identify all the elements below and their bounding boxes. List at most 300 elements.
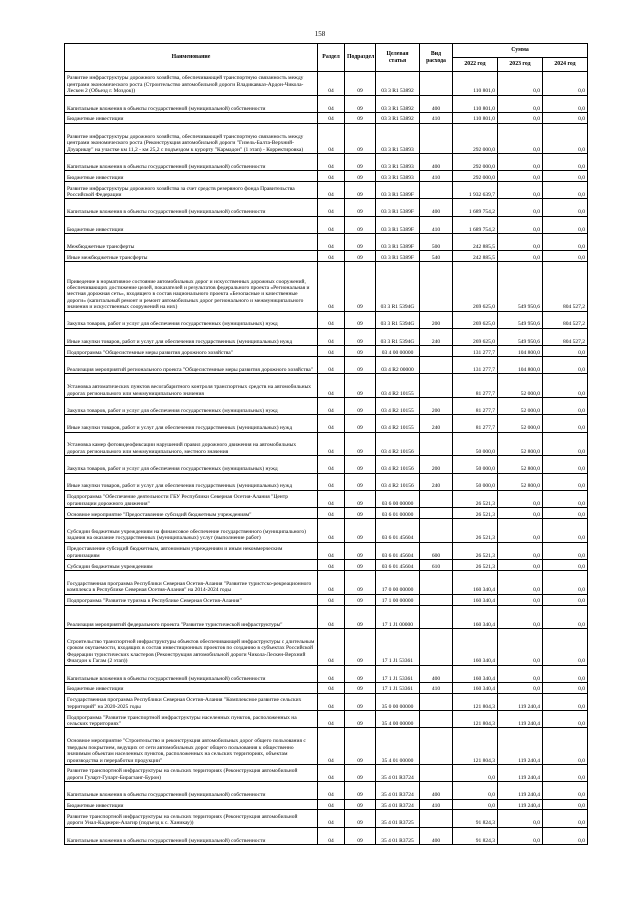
row-sum-2024: 0,0 <box>543 594 588 605</box>
row-vid: 400 <box>420 95 453 112</box>
row-podrazdel: 09 <box>345 456 376 473</box>
row-celevaya: 03 3 R1 5394G <box>376 311 420 328</box>
row-sum-2023: 0,0 <box>498 490 543 507</box>
row-name: Капитальные вложения в объекты государственной (муниципальной) собственности <box>65 782 318 799</box>
table-row <box>65 490 588 507</box>
row-sum-2023: 52 800,0 <box>498 456 543 473</box>
row-sum-2024: 0,0 <box>543 398 588 415</box>
row-podrazdel: 09 <box>345 262 376 311</box>
row-sum-2024: 0,0 <box>543 665 588 682</box>
row-vid <box>420 629 453 666</box>
row-razdel: 04 <box>318 542 345 559</box>
row-sum-2024: 0,0 <box>543 171 588 182</box>
row-sum-2024: 0,0 <box>543 357 588 374</box>
table-row <box>65 415 588 432</box>
row-sum-2022: 292 000,0 <box>453 171 498 182</box>
row-sum-2022: 110 801,0 <box>453 95 498 112</box>
row-name: Строительство транспортной инфраструктуры объектов обеспечивающей инфраструктуры с длительным сроком окупаемости, входящих в состав инвестиционных проектов по созданию в субъектах Российской Федерации туристических кластеров (Реконструкция автомобильной дороги Чикола-Лескен-Верхний Фиагдон к Гагам (2 этап)) <box>65 629 318 666</box>
row-sum-2024: 0,0 <box>543 683 588 694</box>
row-sum-2022: 1 689 754,2 <box>453 216 498 233</box>
row-celevaya: 17 1 J1 53361 <box>376 665 420 682</box>
row-vid <box>420 728 453 765</box>
row-vid: 500 <box>420 234 453 251</box>
row-vid: 610 <box>420 560 453 571</box>
row-podrazdel: 09 <box>345 216 376 233</box>
row-name: Развитие инфраструктуры дорожного хозяйства за счет средств резервного фонда Правительства Российской Федерации <box>65 182 318 199</box>
table-row <box>65 328 588 345</box>
row-sum-2024: 0,0 <box>543 810 588 827</box>
row-vid <box>420 711 453 728</box>
row-celevaya: 03 3 R1 53893 <box>376 153 420 170</box>
row-razdel: 04 <box>318 72 345 96</box>
row-sum-2024: 0,0 <box>543 456 588 473</box>
row-sum-2024: 0,0 <box>543 693 588 710</box>
row-podrazdel: 09 <box>345 182 376 199</box>
row-podrazdel: 09 <box>345 683 376 694</box>
row-vid <box>420 182 453 199</box>
row-podrazdel: 09 <box>345 153 376 170</box>
row-podrazdel: 09 <box>345 432 376 456</box>
row-sum-2022: 26 521,3 <box>453 542 498 559</box>
row-sum-2022: 160 340,4 <box>453 570 498 594</box>
row-sum-2022: 81 277,7 <box>453 398 498 415</box>
row-vid: 240 <box>420 415 453 432</box>
table-row <box>65 560 588 571</box>
row-name: Подпрограмма "Развитие туризма в Республике Северная Осетия-Алания" <box>65 594 318 605</box>
row-vid <box>420 262 453 311</box>
row-celevaya: 17 1 J1 53361 <box>376 683 420 694</box>
table-row <box>65 432 588 456</box>
row-celevaya: 03 4 R2 10156 <box>376 432 420 456</box>
row-podrazdel: 09 <box>345 251 376 262</box>
row-razdel: 04 <box>318 398 345 415</box>
row-name: Иные закупки товаров, работ и услуг для обеспечения государственных (муниципальных) нужд <box>65 473 318 490</box>
row-sum-2023: 0,0 <box>498 629 543 666</box>
table-row <box>65 216 588 233</box>
row-celevaya: 03 4 R2 10155 <box>376 374 420 398</box>
row-name: Развитие инфраструктуры дорожного хозяйства, обеспечивающей транспортную связанность между центрами экономического роста (Строительство автомобильной дороги Владикавказ-Ардон-Чикола- Лескен 2 (Объезд г. Моздок)) <box>65 72 318 96</box>
row-vid: 400 <box>420 665 453 682</box>
row-sum-2023: 0,0 <box>498 542 543 559</box>
row-sum-2023: 0,0 <box>498 251 543 262</box>
row-podrazdel: 09 <box>345 398 376 415</box>
row-razdel: 04 <box>318 810 345 827</box>
row-podrazdel: 09 <box>345 782 376 799</box>
row-sum-2023: 0,0 <box>498 519 543 543</box>
row-name: Капитальные вложения в объекты государственной (муниципальной) собственности <box>65 665 318 682</box>
row-name: Установка автоматических пунктов весогабаритного контроля транспортных средств на автомобильных дорогах регионального или межмуниципального значения <box>65 374 318 398</box>
row-name: Основное мероприятие "Предоставление субсидий бюджетным учреждениям" <box>65 508 318 519</box>
row-name: Реализация мероприятий федерального проекта "Развитие туристической инфраструктуры" <box>65 605 318 629</box>
table-row <box>65 374 588 398</box>
table-row <box>65 711 588 728</box>
row-podrazdel: 09 <box>345 415 376 432</box>
row-name: Установка камер фотовидеофиксации нарушений правил дорожного движения на автомобильных дорогах регионального или межмуниципального, местного значения <box>65 432 318 456</box>
row-sum-2022: 81 277,7 <box>453 415 498 432</box>
table-row <box>65 473 588 490</box>
table-row <box>65 182 588 199</box>
row-podrazdel: 09 <box>345 490 376 507</box>
row-razdel: 04 <box>318 415 345 432</box>
row-name: Развитие транспортной инфраструктуры на сельских территориях (Реконструкция автомобильной дороги Гуларт-Гуларт-Бирагзанг-Бурон) <box>65 764 318 781</box>
row-podrazdel: 09 <box>345 374 376 398</box>
row-celevaya: 03 3 R1 53892 <box>376 112 420 123</box>
row-sum-2022: 81 277,7 <box>453 374 498 398</box>
row-vid: 200 <box>420 398 453 415</box>
row-sum-2023: 0,0 <box>498 665 543 682</box>
row-sum-2023: 0,0 <box>498 72 543 96</box>
row-podrazdel: 09 <box>345 665 376 682</box>
table-row <box>65 605 588 629</box>
table-row <box>65 764 588 781</box>
row-sum-2024: 0,0 <box>543 764 588 781</box>
row-vid <box>420 374 453 398</box>
row-sum-2023: 0,0 <box>498 827 543 844</box>
row-razdel: 04 <box>318 508 345 519</box>
row-name: Основное мероприятие "Строительство и реконструкция автомобильных дорог общего пользования с твердым покрытием, ведущих от сети автомобильных дорог общего пользования к общественно значимым объектам населенных пунктов, расположенных на сельских территориях, объектам производства и переработки продукции" <box>65 728 318 765</box>
row-razdel: 04 <box>318 799 345 810</box>
row-razdel: 04 <box>318 490 345 507</box>
row-sum-2024: 0,0 <box>543 519 588 543</box>
row-name: Межбюджетные трансферты <box>65 234 318 251</box>
table-row <box>65 311 588 328</box>
row-name: Подпрограмма "Обеспечение деятельности ГБУ Республики Северная Осетия-Алания "Центр организации дорожного движения" <box>65 490 318 507</box>
header-razdel: Раздел <box>318 44 345 72</box>
row-razdel: 04 <box>318 693 345 710</box>
row-podrazdel: 09 <box>345 728 376 765</box>
row-sum-2024: 0,0 <box>543 72 588 96</box>
row-celevaya: 03 4 R2 10155 <box>376 398 420 415</box>
row-sum-2023: 0,0 <box>498 95 543 112</box>
row-sum-2024: 0,0 <box>543 432 588 456</box>
row-sum-2024: 0,0 <box>543 216 588 233</box>
row-sum-2024: 0,0 <box>543 629 588 666</box>
row-sum-2023: 0,0 <box>498 199 543 216</box>
row-name: Бюджетные инвестиции <box>65 799 318 810</box>
row-sum-2022: 0,0 <box>453 764 498 781</box>
row-podrazdel: 09 <box>345 799 376 810</box>
row-name: Бюджетные инвестиции <box>65 171 318 182</box>
row-razdel: 04 <box>318 123 345 153</box>
row-sum-2023: 119 240,4 <box>498 782 543 799</box>
row-sum-2022: 160 340,4 <box>453 665 498 682</box>
row-vid: 410 <box>420 216 453 233</box>
row-sum-2023: 119 240,4 <box>498 711 543 728</box>
table-row <box>65 570 588 594</box>
row-sum-2024: 0,0 <box>543 182 588 199</box>
row-sum-2024: 0,0 <box>543 782 588 799</box>
row-sum-2023: 0,0 <box>498 810 543 827</box>
table-row <box>65 123 588 153</box>
table-body <box>65 72 588 845</box>
row-vid <box>420 570 453 594</box>
row-razdel: 04 <box>318 171 345 182</box>
row-podrazdel: 09 <box>345 560 376 571</box>
table-row <box>65 728 588 765</box>
row-vid: 410 <box>420 799 453 810</box>
row-sum-2024: 0,0 <box>543 112 588 123</box>
row-sum-2024: 0,0 <box>543 199 588 216</box>
row-name: Приведение в нормативное состояние автомобильных дорог и искусственных дорожных сооружений, обеспечивающих достижение целей, показателей и результатов федерального проекта «Региональная и местная дорожная сеть», входящего в состав национального проекта «Безопасные и качественные дороги» (капитальный ремонт и ремонт автомобильных дорог регионального и межмуниципального значения и искусственных сооружений на них) <box>65 262 318 311</box>
row-sum-2024: 0,0 <box>543 560 588 571</box>
row-podrazdel: 09 <box>345 171 376 182</box>
row-razdel: 04 <box>318 456 345 473</box>
header-year-2024: 2024 год <box>543 58 588 72</box>
table-row <box>65 112 588 123</box>
table-row <box>65 456 588 473</box>
row-sum-2024: 0,0 <box>543 123 588 153</box>
row-celevaya: 17 1 00 00000 <box>376 594 420 605</box>
table-row <box>65 542 588 559</box>
row-podrazdel: 09 <box>345 810 376 827</box>
table-row <box>65 827 588 844</box>
row-sum-2022: 242 885,5 <box>453 234 498 251</box>
row-razdel: 04 <box>318 665 345 682</box>
row-sum-2022: 131 277,7 <box>453 357 498 374</box>
row-vid <box>420 508 453 519</box>
row-vid: 400 <box>420 199 453 216</box>
table-row <box>65 262 588 311</box>
row-name: Закупка товаров, работ и услуг для обеспечения государственных (муниципальных) нужд <box>65 311 318 328</box>
row-name: Иные межбюджетные трансферты <box>65 251 318 262</box>
row-name: Развитие транспортной инфраструктуры на сельских территориях (Реконструкция автомобильной дороги Унал-Каджери-Алагир (подъезд к с. Ханикау)) <box>65 810 318 827</box>
row-sum-2023: 549 950,6 <box>498 328 543 345</box>
row-sum-2023: 0,0 <box>498 182 543 199</box>
row-name: Бюджетные инвестиции <box>65 683 318 694</box>
row-sum-2022: 121 804,3 <box>453 711 498 728</box>
table-row <box>65 799 588 810</box>
table-row <box>65 519 588 543</box>
row-celevaya: 35 4 01 00000 <box>376 728 420 765</box>
row-name: Иные закупки товаров, работ и услуг для обеспечения государственных (муниципальных) нужд <box>65 328 318 345</box>
table-row <box>65 782 588 799</box>
row-name: Капитальные вложения в объекты государственной (муниципальной) собственности <box>65 153 318 170</box>
row-podrazdel: 09 <box>345 473 376 490</box>
row-sum-2022: 121 804,3 <box>453 728 498 765</box>
table-row <box>65 346 588 357</box>
row-sum-2022: 1 689 754,2 <box>453 199 498 216</box>
row-sum-2023: 0,0 <box>498 508 543 519</box>
row-podrazdel: 09 <box>345 199 376 216</box>
table-row <box>65 693 588 710</box>
row-sum-2022: 131 277,7 <box>453 346 498 357</box>
row-vid <box>420 432 453 456</box>
row-razdel: 04 <box>318 560 345 571</box>
row-sum-2022: 292 000,0 <box>453 153 498 170</box>
row-name: Капитальные вложения в объекты государственной (муниципальной) собственности <box>65 827 318 844</box>
row-sum-2024: 0,0 <box>543 374 588 398</box>
row-sum-2023: 0,0 <box>498 216 543 233</box>
row-sum-2024: 0,0 <box>543 415 588 432</box>
row-sum-2022: 160 340,4 <box>453 629 498 666</box>
row-sum-2022: 292 000,0 <box>453 123 498 153</box>
row-vid: 410 <box>420 171 453 182</box>
row-podrazdel: 09 <box>345 594 376 605</box>
row-name: Капитальные вложения в объекты государственной (муниципальной) собственности <box>65 199 318 216</box>
row-sum-2022: 50 000,0 <box>453 473 498 490</box>
row-sum-2023: 52 000,0 <box>498 398 543 415</box>
table-row <box>65 810 588 827</box>
row-sum-2023: 549 950,6 <box>498 311 543 328</box>
row-celevaya: 03 4 R2 10155 <box>376 415 420 432</box>
row-razdel: 04 <box>318 782 345 799</box>
row-razdel: 04 <box>318 182 345 199</box>
row-celevaya: 03 6 01 45604 <box>376 542 420 559</box>
row-sum-2023: 52 000,0 <box>498 374 543 398</box>
row-podrazdel: 09 <box>345 764 376 781</box>
row-razdel: 04 <box>318 199 345 216</box>
row-podrazdel: 09 <box>345 693 376 710</box>
row-celevaya: 03 3 R1 5389F <box>376 216 420 233</box>
budget-table <box>64 43 588 845</box>
row-vid <box>420 594 453 605</box>
row-sum-2024: 804 527,2 <box>543 311 588 328</box>
row-sum-2024: 0,0 <box>543 95 588 112</box>
row-name: Подпрограмма "Развитие транспортной инфраструктуры населенных пунктов, расположенных на сельских территориях" <box>65 711 318 728</box>
row-razdel: 04 <box>318 357 345 374</box>
row-razdel: 04 <box>318 432 345 456</box>
header-vid: Вид расхода <box>420 44 453 72</box>
row-celevaya: 17 0 00 00000 <box>376 570 420 594</box>
row-name: Иные закупки товаров, работ и услуг для обеспечения государственных (муниципальных) нужд <box>65 415 318 432</box>
row-sum-2023: 52 000,0 <box>498 415 543 432</box>
row-vid: 400 <box>420 782 453 799</box>
row-celevaya: 35 4 01 R3725 <box>376 810 420 827</box>
table-row <box>65 72 588 96</box>
row-celevaya: 03 6 01 00000 <box>376 508 420 519</box>
row-sum-2024: 0,0 <box>543 542 588 559</box>
row-name: Закупка товаров, работ и услуг для обеспечения государственных (муниципальных) нужд <box>65 398 318 415</box>
row-razdel: 04 <box>318 827 345 844</box>
row-razdel: 04 <box>318 216 345 233</box>
row-name: Государственная программа Республики Северная Осетия-Алания "Развитие туристско-рекреационного комплекса в Республике Северная Осетия-Алания" на 2014-2024 годы <box>65 570 318 594</box>
table-row <box>65 234 588 251</box>
row-podrazdel: 09 <box>345 542 376 559</box>
row-sum-2022: 160 340,4 <box>453 683 498 694</box>
row-razdel: 04 <box>318 764 345 781</box>
row-vid <box>420 357 453 374</box>
row-razdel: 04 <box>318 570 345 594</box>
row-sum-2023: 52 800,0 <box>498 432 543 456</box>
row-podrazdel: 09 <box>345 72 376 96</box>
row-razdel: 04 <box>318 711 345 728</box>
row-celevaya: 03 3 R1 5389F <box>376 234 420 251</box>
row-celevaya: 35 0 00 00000 <box>376 693 420 710</box>
row-name: Развитие инфраструктуры дорожного хозяйства, обеспечивающей транспортную связанность между центрами экономического роста (Реконструкция автомобильной дороги "Гизель-Балта-Верхний-Дзуарикау" на участке км 11,2 - км 25,2 с подъездом к курорту "Кармадон" (1 этап) - Корректировка) <box>65 123 318 153</box>
row-celevaya: 03 3 R1 53893 <box>376 123 420 153</box>
row-podrazdel: 09 <box>345 357 376 374</box>
row-sum-2022: 110 801,0 <box>453 112 498 123</box>
row-sum-2022: 91 824,3 <box>453 827 498 844</box>
row-sum-2024: 0,0 <box>543 799 588 810</box>
row-sum-2022: 110 801,0 <box>453 72 498 96</box>
row-name: Бюджетные инвестиции <box>65 216 318 233</box>
row-razdel: 04 <box>318 153 345 170</box>
row-sum-2023: 0,0 <box>498 605 543 629</box>
row-sum-2022: 26 521,3 <box>453 560 498 571</box>
row-sum-2023: 0,0 <box>498 560 543 571</box>
row-razdel: 04 <box>318 234 345 251</box>
row-celevaya: 03 3 R1 5389F <box>376 199 420 216</box>
row-vid: 400 <box>420 153 453 170</box>
row-vid: 600 <box>420 542 453 559</box>
row-sum-2023: 0,0 <box>498 234 543 251</box>
row-sum-2022: 0,0 <box>453 782 498 799</box>
row-vid: 410 <box>420 112 453 123</box>
row-podrazdel: 09 <box>345 519 376 543</box>
row-name: Государственная программа Республики Северная Осетия-Алания "Комплексное развитие сельских территорий" на 2020-2025 годы <box>65 693 318 710</box>
row-sum-2022: 1 932 639,7 <box>453 182 498 199</box>
row-celevaya: 03 6 01 45604 <box>376 519 420 543</box>
row-celevaya: 03 3 R1 53893 <box>376 171 420 182</box>
row-sum-2022: 50 000,0 <box>453 432 498 456</box>
row-vid <box>420 490 453 507</box>
row-sum-2024: 804 527,2 <box>543 262 588 311</box>
header-name: Наименование <box>65 44 318 72</box>
row-sum-2023: 104 800,0 <box>498 357 543 374</box>
row-vid: 240 <box>420 328 453 345</box>
row-sum-2024: 804 527,2 <box>543 328 588 345</box>
row-razdel: 04 <box>318 311 345 328</box>
row-sum-2022: 121 804,3 <box>453 693 498 710</box>
row-vid <box>420 764 453 781</box>
table-row <box>65 629 588 666</box>
row-vid: 240 <box>420 473 453 490</box>
row-vid: 200 <box>420 311 453 328</box>
row-vid <box>420 123 453 153</box>
row-vid: 200 <box>420 456 453 473</box>
table-row <box>65 199 588 216</box>
row-razdel: 04 <box>318 473 345 490</box>
row-razdel: 04 <box>318 262 345 311</box>
table-row <box>65 357 588 374</box>
row-razdel: 04 <box>318 346 345 357</box>
row-name: Бюджетные инвестиции <box>65 112 318 123</box>
row-sum-2024: 0,0 <box>543 490 588 507</box>
row-celevaya: 03 3 R1 53892 <box>376 72 420 96</box>
row-sum-2023: 119 240,4 <box>498 693 543 710</box>
table-row <box>65 95 588 112</box>
row-sum-2023: 0,0 <box>498 171 543 182</box>
row-celevaya: 03 3 R1 53892 <box>376 95 420 112</box>
row-razdel: 04 <box>318 251 345 262</box>
row-vid <box>420 346 453 357</box>
row-podrazdel: 09 <box>345 123 376 153</box>
row-sum-2024: 0,0 <box>543 153 588 170</box>
row-name: Капитальные вложения в объекты государственной (муниципальной) собственности <box>65 95 318 112</box>
row-sum-2023: 0,0 <box>498 570 543 594</box>
row-celevaya: 35 4 01 R3724 <box>376 782 420 799</box>
row-sum-2024: 0,0 <box>543 570 588 594</box>
row-sum-2023: 119 240,4 <box>498 764 543 781</box>
table-row <box>65 398 588 415</box>
row-podrazdel: 09 <box>345 234 376 251</box>
row-sum-2022: 26 521,3 <box>453 508 498 519</box>
table-row <box>65 251 588 262</box>
row-vid <box>420 605 453 629</box>
row-sum-2022: 26 521,3 <box>453 519 498 543</box>
row-razdel: 04 <box>318 629 345 666</box>
row-razdel: 04 <box>318 728 345 765</box>
row-sum-2022: 50 000,0 <box>453 456 498 473</box>
row-podrazdel: 09 <box>345 311 376 328</box>
row-name: Субсидии бюджетным учреждениям на финансовое обеспечение государственного (муниципального) задания на оказание государственных (муниципальных) услуг (выполнение работ) <box>65 519 318 543</box>
row-sum-2022: 160 340,4 <box>453 605 498 629</box>
row-celevaya: 03 4 R2 00000 <box>376 357 420 374</box>
row-podrazdel: 09 <box>345 346 376 357</box>
row-sum-2023: 0,0 <box>498 153 543 170</box>
row-sum-2023: 104 800,0 <box>498 346 543 357</box>
